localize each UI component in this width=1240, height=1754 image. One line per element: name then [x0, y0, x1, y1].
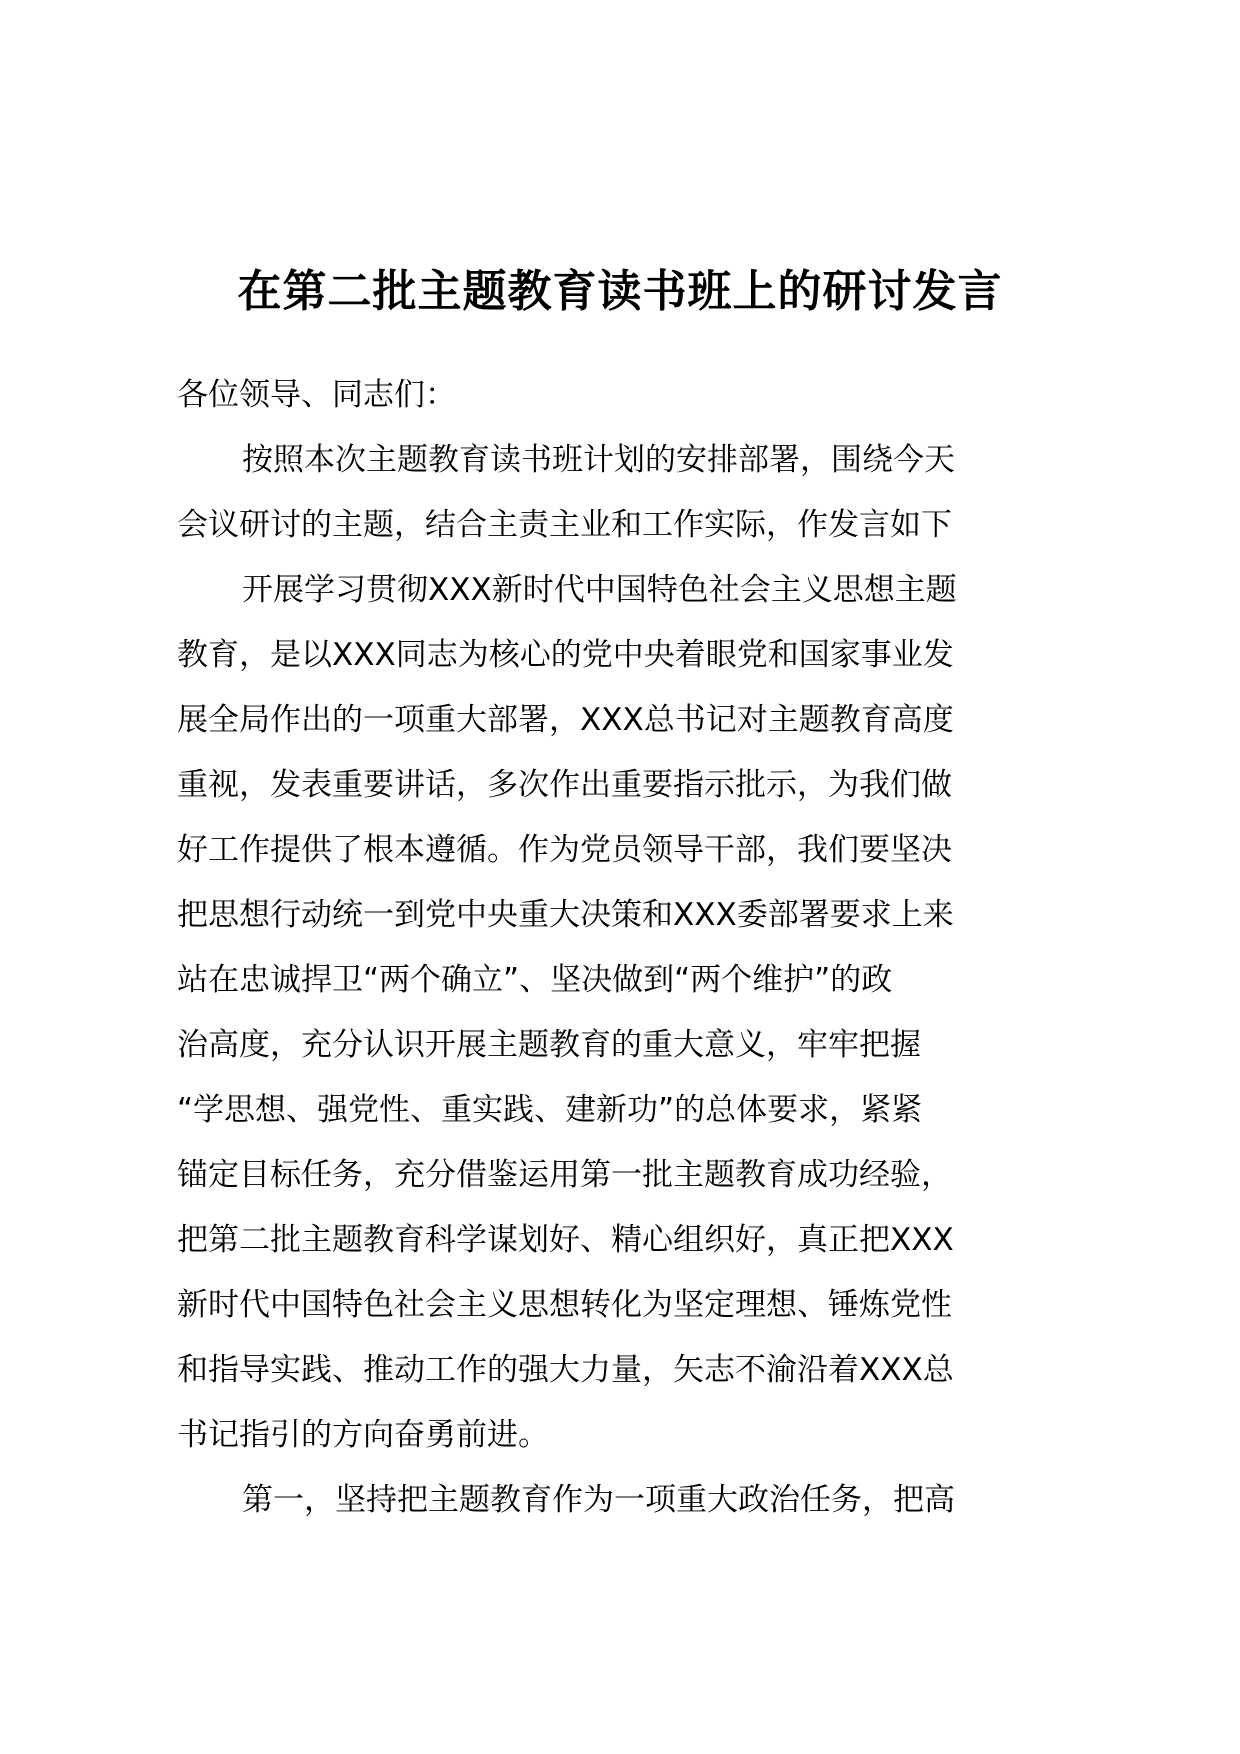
text-line: 把思想行动统一到党中央重大决策和XXX委部署要求上来 [177, 897, 954, 933]
text-line: 新时代中国特色社会主义思想转化为坚定理想、锤炼党性 [177, 1287, 952, 1323]
text-line: 站在忠诚捍卫“两个确立”、坚决做到“两个维护”的政 [177, 962, 893, 998]
document-title: 在第二批主题教育读书班上的研讨发言 [237, 266, 1003, 317]
text-line: 会议研讨的主题，结合主责主业和工作实际，作发言如下 [177, 507, 952, 543]
text-line: 把第二批主题教育科学谋划好、精心组织好，真正把XXX [177, 1222, 954, 1258]
text-line: 第一，坚持把主题教育作为一项重大政治任务，把高 [242, 1482, 955, 1518]
text-line: 教育，是以XXX同志为核心的党中央着眼党和国家事业发 [177, 637, 954, 673]
text-line: 书记指引的方向奋勇前进。 [177, 1417, 549, 1453]
text-line: 各位领导、同志们： [177, 377, 456, 413]
text-line: 展全局作出的一项重大部署，XXX总书记对主题教育高度 [177, 702, 954, 738]
text-line: 和指导实践、推动工作的强大力量，矢志不渝沿着XXX总 [177, 1352, 954, 1388]
text-line: 开展学习贯彻XXX新时代中国特色社会主义思想主题 [242, 572, 957, 608]
text-line: 治高度，充分认识开展主题教育的重大意义，牢牢把握 [177, 1027, 921, 1063]
text-line: 好工作提供了根本遵循。作为党员领导干部，我们要坚决 [177, 832, 952, 868]
text-line: 重视，发表重要讲话，多次作出重要指示批示，为我们做 [177, 767, 952, 803]
text-line: 按照本次主题教育读书班计划的安排部署，围绕今天 [242, 442, 955, 478]
text-line: “学思想、强党性、重实践、建新功”的总体要求，紧紧 [177, 1092, 923, 1128]
text-line: 锚定目标任务，充分借鉴运用第一批主题教育成功经验， [177, 1157, 952, 1193]
